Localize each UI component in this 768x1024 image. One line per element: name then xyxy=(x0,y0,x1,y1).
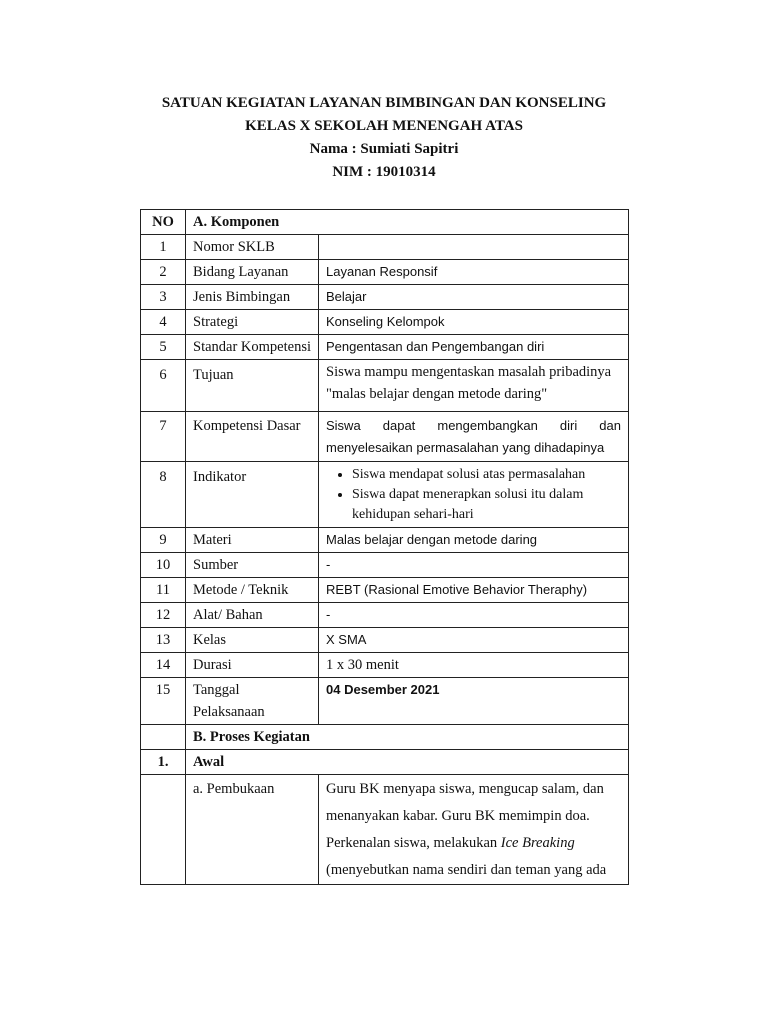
row-value: Belajar xyxy=(319,285,629,310)
row-number: 11 xyxy=(141,578,186,603)
row-number: 1 xyxy=(141,235,186,260)
pembukaan-text-part: (menyebutkan nama sendiri dan teman yang ada xyxy=(326,862,607,878)
table-row xyxy=(141,360,629,412)
row-number: 1. xyxy=(141,750,186,775)
row-number: 14 xyxy=(141,653,186,678)
row-value: Konseling Kelompok xyxy=(319,310,629,335)
row-value: Siswa mampu mengentaskan masalah pribadinya "malas belajar dengan metode daring" xyxy=(319,360,629,412)
row-value: Layanan Responsif xyxy=(319,260,629,285)
section-b-row xyxy=(141,725,629,750)
row-number: 8 xyxy=(141,462,186,528)
table-row xyxy=(141,412,629,462)
row-label: Metode / Teknik xyxy=(186,578,319,603)
row-label: Standar Kompetensi xyxy=(186,335,319,360)
ice-breaking-term: Ice Breaking xyxy=(500,835,575,851)
row-value: 1 x 30 menit xyxy=(319,653,629,678)
row-number: 12 xyxy=(141,603,186,628)
table-row xyxy=(141,235,629,260)
sklb-table xyxy=(140,209,629,885)
row-label: Tanggal Pelaksanaan xyxy=(186,678,319,725)
table-row xyxy=(141,653,629,678)
row-value: REBT (Rasional Emotive Behavior Theraphy) xyxy=(319,578,629,603)
table-row xyxy=(141,462,629,528)
row-label: Bidang Layanan xyxy=(186,260,319,285)
pembukaan-text xyxy=(319,775,629,885)
pembukaan-row xyxy=(141,775,629,885)
row-value: Malas belajar dengan metode daring xyxy=(319,528,629,553)
row-number: 7 xyxy=(141,412,186,462)
row-number: 10 xyxy=(141,553,186,578)
table-row xyxy=(141,628,629,653)
document-title: SATUAN KEGIATAN LAYANAN BIMBINGAN DAN KONSELING xyxy=(161,95,607,111)
row-value: - xyxy=(319,553,629,578)
indicator-list xyxy=(326,465,621,525)
row-number: 15 xyxy=(141,678,186,725)
row-value: - xyxy=(319,603,629,628)
row-label: Nomor SKLB xyxy=(186,235,319,260)
indicator-cell xyxy=(319,462,629,528)
table-row xyxy=(141,260,629,285)
author-name: Nama : Sumiati Sapitri xyxy=(309,141,459,157)
empty-cell xyxy=(141,775,186,885)
row-label: Tujuan xyxy=(186,360,319,412)
author-nim: NIM : 19010314 xyxy=(332,164,436,180)
row-label: Sumber xyxy=(186,553,319,578)
row-value: Siswa dapat mengembangkan diri dan menyelesaikan permasalahan yang dihadapinya xyxy=(319,412,629,462)
table-row xyxy=(141,553,629,578)
table-row xyxy=(141,310,629,335)
table-header-row xyxy=(141,210,629,235)
table-row xyxy=(141,335,629,360)
row-label: Durasi xyxy=(186,653,319,678)
table-row xyxy=(141,285,629,310)
row-label: Jenis Bimbingan xyxy=(186,285,319,310)
row-number: 3 xyxy=(141,285,186,310)
row-number: 2 xyxy=(141,260,186,285)
empty-cell xyxy=(141,725,186,750)
table-row xyxy=(141,578,629,603)
table-row xyxy=(141,528,629,553)
row-value: X SMA xyxy=(319,628,629,653)
row-number: 9 xyxy=(141,528,186,553)
row-label: Indikator xyxy=(186,462,319,528)
table-row xyxy=(141,603,629,628)
section-b-heading: B. Proses Kegiatan xyxy=(186,725,629,750)
row-number: 13 xyxy=(141,628,186,653)
row-label: Materi xyxy=(186,528,319,553)
awal-heading: Awal xyxy=(186,750,629,775)
row-label: Alat/ Bahan xyxy=(186,603,319,628)
row-number: 4 xyxy=(141,310,186,335)
row-value: Pengentasan dan Pengembangan diri xyxy=(319,335,629,360)
document-header xyxy=(0,92,768,184)
section-a-heading: A. Komponen xyxy=(186,210,629,235)
row-label: Kompetensi Dasar xyxy=(186,412,319,462)
awal-row xyxy=(141,750,629,775)
row-value: 04 Desember 2021 xyxy=(319,678,629,725)
row-value xyxy=(319,235,629,260)
row-number: 5 xyxy=(141,335,186,360)
pembukaan-label: a. Pembukaan xyxy=(186,775,319,885)
list-item: • Siswa mendapat solusi atas permasalahan xyxy=(352,465,621,485)
document-subtitle: KELAS X SEKOLAH MENENGAH ATAS xyxy=(245,118,523,134)
row-label: Kelas xyxy=(186,628,319,653)
table-row xyxy=(141,678,629,725)
row-label: Strategi xyxy=(186,310,319,335)
pembukaan-text-part: Guru BK menyapa siswa, mengucap salam, dan menanyakan kabar. Guru BK memimpin doa. Perkenalan siswa, melakukan xyxy=(326,781,604,851)
col-no-header: NO xyxy=(141,210,186,235)
row-number: 6 xyxy=(141,360,186,412)
list-item: • Siswa dapat menerapkan solusi itu dalam kehidupan sehari-hari xyxy=(352,485,621,525)
